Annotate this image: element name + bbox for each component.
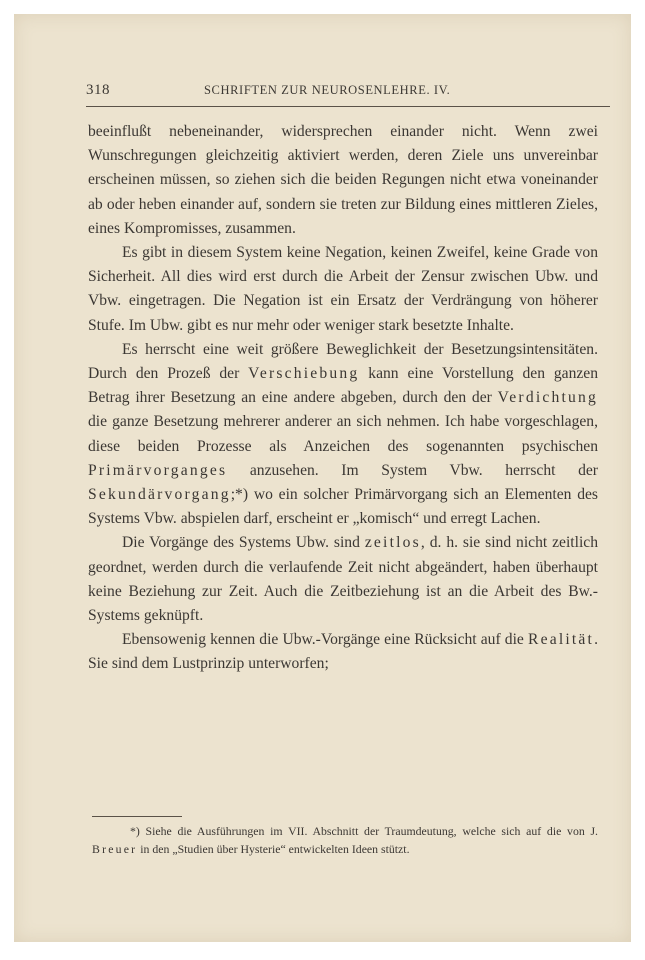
- paragraph-4-text-c: , d. h. sie sind nicht zeitlich geordnet, werden durch die verlaufende Zeit nicht abgeändert, haben überhaupt keine Beziehung zur Zeit. Auch die Zeitbeziehung ist an die Arbeit des Bw.-Systems geknüpft.: [88, 534, 598, 625]
- paragraph-4: [88, 531, 598, 628]
- paragraph-3-text-c: kann eine Vorstellung den ganzen Betrag ihrer Besetzung an eine andere abgeben, durch den der: [88, 365, 599, 407]
- term-zeitlos: zeitlos: [364, 534, 421, 552]
- page-number: 318: [86, 82, 110, 98]
- name-breuer: Breuer: [92, 842, 138, 856]
- paragraph-5-text-c: . Sie sind dem Lustprinzip unterworfen;: [88, 631, 598, 673]
- paragraph-4-text-a: Die Vorgänge des Systems Ubw. sind: [122, 534, 365, 552]
- paragraph-1: beeinflußt nebeneinander, widersprechen einander nicht. Wenn zwei Wunschregungen gleichzeitig aktiviert werden, deren Ziele uns unvereinbar erscheinen müssen, so ziehen sich die beiden Regungen nicht etwa voneinander ab oder heben einander auf, sondern sie treten zur Bildung eines mittleren Zieles, eines Kompromisses, zusammen.: [88, 123, 598, 237]
- paragraph-3-text-a: Es herrscht eine weit größere Beweglichkeit der Besetzungsintensitäten. Durch den Prozeß der: [88, 340, 598, 383]
- term-primaervorganges: Primärvorganges: [88, 461, 228, 479]
- running-head: SCHRIFTEN ZUR NEUROSENLEHRE. IV.: [204, 83, 451, 97]
- term-realitaet: Realität: [527, 631, 595, 649]
- paragraph-3-text-g: anzusehen. Im System Vbw. herrscht der: [227, 461, 598, 479]
- term-sekundaervorgang: Sekundärvorgang: [88, 486, 231, 504]
- paragraph-3-text-e: die ganze Besetzung mehrerer anderer an sich nehmen. Ich habe vorgeschlagen, diese beiden Prozesse als Anzeichen des sogenannten psychischen: [88, 413, 598, 455]
- paragraph-5-text-a: Ebensowenig kennen die Ubw.-Vorgänge eine Rücksicht auf die: [122, 631, 528, 649]
- footnotes: [92, 822, 598, 858]
- page-header: [86, 82, 610, 107]
- term-verdichtung: Verdichtung: [497, 389, 598, 407]
- paragraph-5: [88, 628, 598, 676]
- footnote-1: [92, 822, 598, 858]
- footnote-text-a: *) Siehe die Ausführungen im VII. Abschnitt der Traumdeutung, welche sich auf die von J.: [130, 824, 598, 838]
- body-text: [88, 120, 598, 677]
- paragraph-3-text-i: ;*) wo ein solcher Primärvorgang sich an Elementen des Systems Vbw. abspielen darf, erscheint er „komisch“ und erregt Lachen.: [88, 486, 598, 528]
- paragraph-2: Es gibt in diesem System keine Negation, keinen Zweifel, keine Grade von Sicherheit. All dies wird erst durch die Arbeit der Zensur zwischen Ubw. und Vbw. eingetragen. Die Negation ist ein Ersatz der Verdrängung von höherer Stufe. Im Ubw. gibt es nur mehr oder weniger stark besetzte Inhalte.: [88, 244, 598, 334]
- footnote-text-c: in den „Studien über Hysterie“ entwickelten Ideen stützt.: [137, 842, 410, 856]
- term-verschiebung: Verschiebung: [248, 365, 360, 383]
- footnote-rule: [92, 816, 182, 817]
- paragraph-3: [88, 338, 598, 532]
